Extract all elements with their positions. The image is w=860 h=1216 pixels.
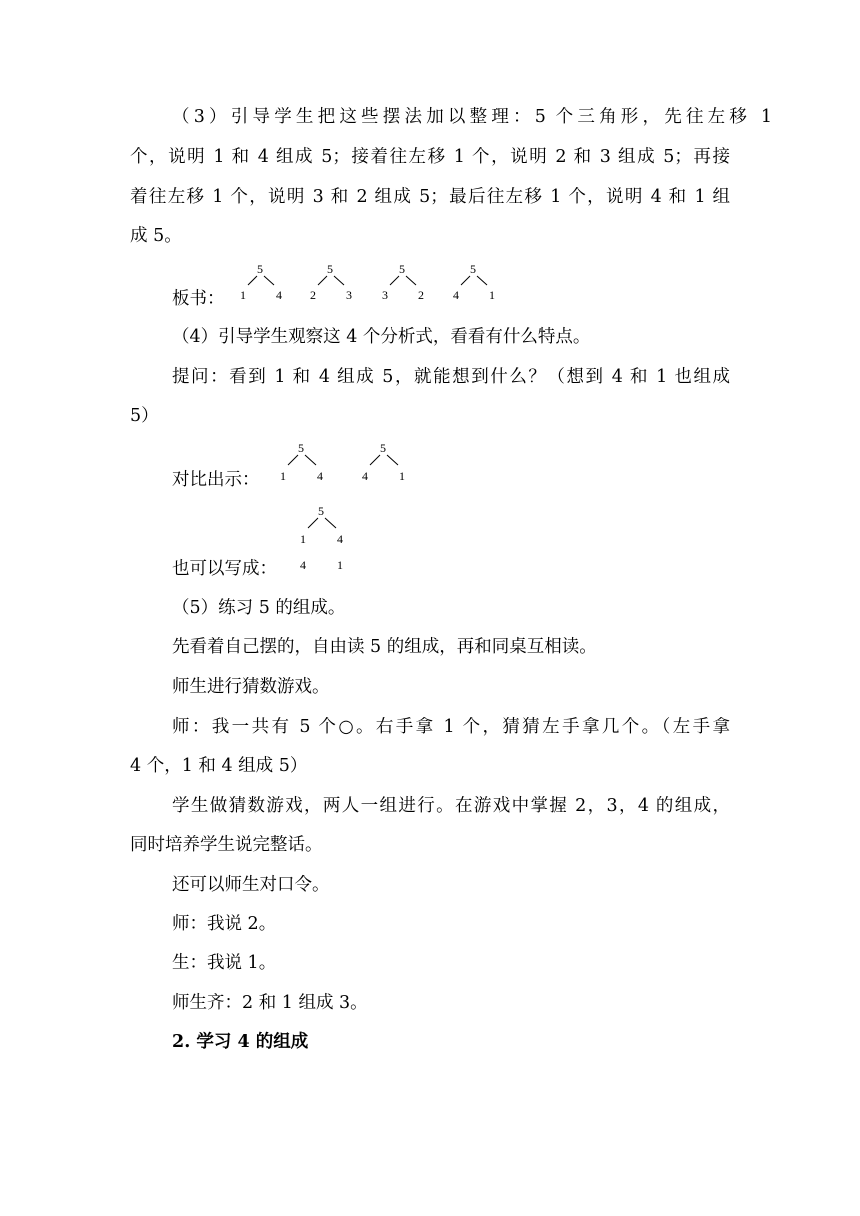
question-line-1: 提问：看到 1 和 4 组成 5，就能想到什么？（想到 4 和 1 也组成: [172, 367, 730, 387]
tree-top: 5: [470, 262, 476, 276]
paragraph-5: （5）练习 5 的组成。: [172, 598, 346, 618]
paragraph-3-line-2: 个，说明 1 和 4 组成 5；接着往左移 1 个，说明 2 和 3 组成 5；再接: [130, 147, 730, 167]
tree-right: 3: [346, 288, 352, 302]
section-heading-number: 2: [172, 1032, 185, 1052]
board-tree-1: [237, 263, 287, 303]
student-says: 生：我说 1。: [172, 953, 277, 973]
contrast-tree-1: [278, 442, 328, 484]
tree-top: 5: [327, 262, 333, 276]
contrast-label: 对比出示：: [172, 470, 260, 490]
tree-row1-left: 1: [300, 532, 306, 546]
tree-left: 4: [453, 288, 459, 302]
tree-right: 4: [276, 288, 282, 302]
tree-top: 5: [257, 262, 263, 276]
tree-top: 5: [380, 441, 386, 455]
tree-row2-right: 1: [337, 558, 343, 572]
student-line-2: 同时培养学生说完整话。: [130, 835, 323, 855]
tree-right: 1: [399, 469, 405, 483]
section-heading-text: . 学习 4 的组成: [184, 1032, 309, 1052]
board-label: 板书：: [172, 289, 225, 309]
tree-row1-right: 4: [337, 532, 343, 546]
paragraph-4: （4）引导学生观察这 4 个分析式，看看有什么特点。: [172, 327, 591, 347]
board-tree-2: [307, 263, 357, 303]
tree-top: 5: [318, 504, 324, 518]
also-label: 也可以写成：: [172, 559, 277, 579]
question-line-2: 5）: [130, 406, 159, 426]
teacher-line-1: 师：我一共有 5 个○。右手拿 1 个，猜猜左手拿几个。（左手拿: [172, 717, 730, 737]
read-instruction: 先看着自己摆的，自由读 5 的组成，再和同桌互相读。: [172, 637, 597, 657]
tree-top: 5: [298, 441, 304, 455]
tree-left: 3: [382, 288, 388, 302]
tree-left: 4: [362, 469, 368, 483]
tree-right: 2: [418, 288, 424, 302]
tree-right: 1: [489, 288, 495, 302]
tree-right: 4: [317, 469, 323, 483]
student-line-1: 学生做猜数游戏，两人一组进行。在游戏中掌握 2，3，4 的组成，: [172, 796, 730, 816]
tree-row2-left: 4: [300, 558, 306, 572]
chant-line: 还可以师生对口令。: [172, 875, 330, 895]
section-heading: [172, 1030, 772, 1054]
paragraph-3-line-1: （3）引导学生把这些摆法加以整理：5 个三角形，先往左移 1: [172, 107, 772, 127]
tree-left: 1: [240, 288, 246, 302]
paragraph-3-line-4: 成 5。: [130, 226, 182, 246]
game-line: 师生进行猜数游戏。: [172, 677, 330, 697]
teacher-line-2: 4 个，1 和 4 组成 5）: [130, 756, 308, 776]
tree-top: 5: [399, 262, 405, 276]
paragraph-3-line-3: 着往左移 1 个，说明 3 和 2 组成 5；最后往左移 1 个，说明 4 和 1 组: [130, 187, 730, 207]
tree-left: 1: [280, 469, 286, 483]
board-tree-4: [450, 263, 500, 303]
board-tree-3: [379, 263, 429, 303]
together-line: 师生齐：2 和 1 组成 3。: [172, 993, 368, 1013]
contrast-tree-2: [360, 442, 410, 484]
teacher-says: 师：我说 2。: [172, 914, 277, 934]
tree-left: 2: [310, 288, 316, 302]
